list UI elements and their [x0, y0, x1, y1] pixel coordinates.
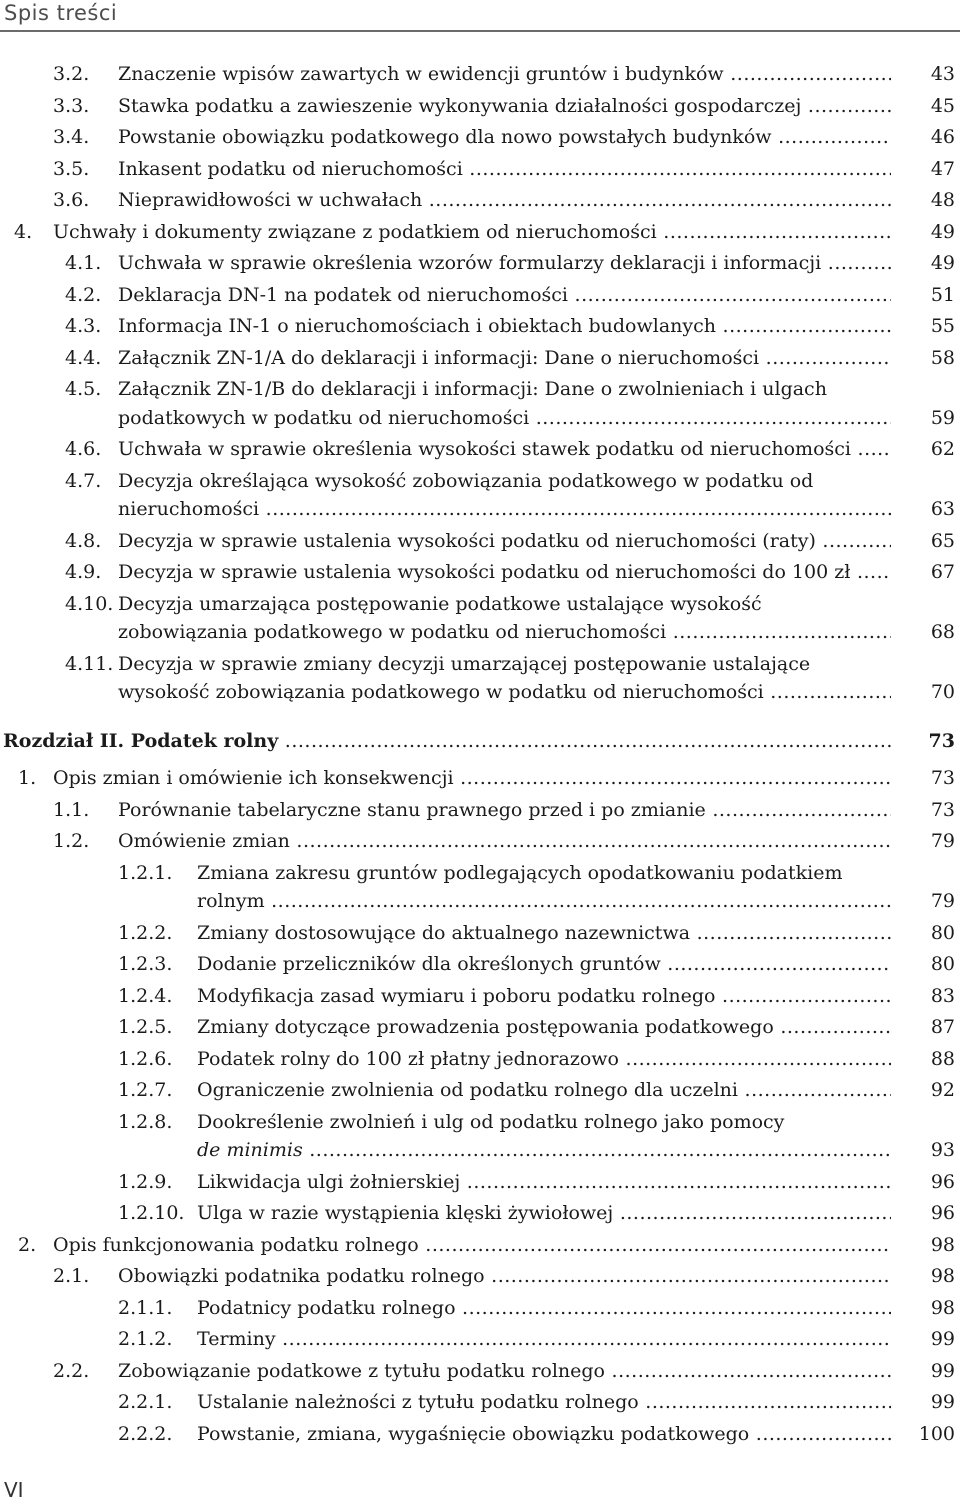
toc-entry-title — [118, 527, 891, 556]
toc-entry-page: 98 — [930, 1233, 955, 1256]
toc-entry-number: 1.2.6. — [118, 1047, 173, 1070]
toc-entry-number: 2.1.1. — [118, 1296, 173, 1319]
toc-entry-title-text: Decyzja umarzająca postępowanie podatkowe ustalające wysokość — [118, 592, 762, 615]
toc-entry-title-line — [118, 467, 891, 496]
toc-entry-title-text: Powstanie, zmiana, wygaśnięcie obowiązku podatkowego — [197, 1422, 750, 1445]
toc-entry-number: 4.1. — [65, 252, 102, 274]
toc-entry-title — [53, 218, 891, 247]
toc-entry-title — [53, 764, 891, 793]
toc-entry-title-text: Likwidacja ulgi żołnierskiej — [197, 1170, 461, 1193]
toc-entry-title-line — [53, 1231, 891, 1260]
page-header-title: Spis treści — [4, 1, 118, 25]
toc-entry-title-text: Podatek rolny do 100 zł płatny jednorazowo — [197, 1047, 619, 1070]
toc-entry-title-text: Załącznik ZN-1/A do deklaracji i informacji: Dane o nieruchomości — [118, 346, 760, 369]
toc-entry-title-text: Stawka podatku a zawieszenie wykonywania działalności gospodarczej — [118, 94, 802, 117]
toc-entry-page: 59 — [930, 406, 955, 429]
toc-entry-title-line — [118, 249, 891, 278]
toc-entry-page: 96 — [930, 1170, 955, 1193]
toc-entry-page: 92 — [930, 1079, 955, 1101]
table-of-contents — [0, 60, 960, 1448]
toc-entry-title-line: Podatek rolny — [130, 729, 279, 752]
toc-entry[interactable] — [0, 950, 960, 979]
toc-entry-title-line — [118, 123, 891, 152]
toc-entry-title-line — [118, 92, 891, 121]
toc-entry-title-line — [118, 590, 891, 619]
toc-entry-page: 62 — [930, 438, 955, 460]
toc-entry-title-text: Decyzja w sprawie ustalenia wysokości podatku od nieruchomości do 100 zł — [118, 561, 851, 583]
toc-entry-title — [118, 249, 891, 278]
toc-entry-title-text: Uchwały i dokumenty związane z podatkiem od nieruchomości — [53, 220, 657, 243]
toc-entry-title — [118, 558, 891, 587]
toc-entry-title-text: de minimis — [197, 1139, 303, 1161]
toc-entry-title-line — [118, 527, 891, 556]
toc-entry-number: 2.2.1. — [118, 1391, 173, 1413]
toc-entry-page: 49 — [930, 220, 955, 243]
toc-entry-title-text: Porównanie tabelaryczne stanu prawnego przed i po zmianie — [118, 798, 706, 821]
toc-entry-title — [118, 650, 891, 707]
toc-entry-title-text: Decyzja określająca wysokość zobowiązania podatkowego w podatku od — [118, 469, 814, 492]
toc-entry-title — [118, 1357, 891, 1386]
toc-entry-title-text: wysokość zobowiązania podatkowego w podatku od nieruchomości — [118, 681, 764, 703]
toc-entry-page: 80 — [930, 921, 955, 944]
toc-entry-title-line — [118, 650, 891, 679]
toc-entry[interactable] — [0, 1076, 960, 1105]
toc-entry-title — [197, 1076, 891, 1105]
toc-entry-page: 48 — [930, 189, 955, 211]
toc-entry[interactable] — [0, 796, 960, 825]
toc-entry-title-line — [118, 312, 891, 341]
toc-entry-page: 73 — [930, 767, 955, 789]
toc-entry-number: 1.2. — [53, 830, 90, 852]
toc-entry-number: 3.2. — [53, 63, 90, 85]
toc-entry-number: 4.3. — [65, 315, 102, 337]
toc-entry-title — [197, 950, 891, 979]
toc-entry-title-line — [118, 344, 891, 373]
toc-entry-title-text: Opis zmian i omówienie ich konsekwencji — [53, 767, 454, 789]
toc-entry-title-line — [118, 678, 891, 707]
toc-entry-number: 3.4. — [53, 126, 90, 148]
toc-entry-title — [118, 186, 891, 215]
toc-entry-page: 70 — [930, 681, 955, 703]
toc-entry-title-line — [118, 495, 891, 524]
toc-entry-title-text: Znaczenie wpisów zawartych w ewidencji gruntów i budynków — [118, 63, 724, 85]
toc-entry[interactable] — [0, 218, 960, 247]
toc-entry[interactable] — [0, 1013, 960, 1042]
toc-entry[interactable] — [0, 467, 960, 524]
toc-entry-page: 68 — [930, 621, 955, 643]
toc-entry[interactable] — [0, 312, 960, 341]
toc-entry[interactable] — [0, 1262, 960, 1291]
toc-entry-title-line — [197, 887, 891, 916]
toc-entry-number: 4.4. — [65, 346, 102, 369]
toc-entry-title-text: Uchwała w sprawie określenia wysokości stawek podatku od nieruchomości — [118, 438, 851, 460]
toc-entry-page: 99 — [930, 1391, 955, 1413]
toc-entry[interactable] — [0, 1199, 960, 1228]
toc-entry-title-text: Uchwała w sprawie określenia wzorów formularzy deklaracji i informacji — [118, 252, 822, 274]
toc-entry-page: 99 — [930, 1359, 955, 1382]
toc-entry[interactable] — [0, 1231, 960, 1260]
toc-entry-title-line — [197, 1108, 891, 1137]
toc-entry-page: 79 — [930, 890, 955, 912]
toc-entry-number: 1.2.7. — [118, 1079, 173, 1101]
toc-entry-title-text: Ustalanie należności z tytułu podatku rolnego — [197, 1391, 639, 1413]
toc-entry-title — [118, 590, 891, 647]
toc-entry-title-text: Dookreślenie zwolnień i ulg od podatku rolnego jako pomocy — [197, 1110, 785, 1133]
toc-entry[interactable] — [0, 281, 960, 310]
page-number: VI — [4, 1478, 24, 1502]
toc-entry-page: 55 — [930, 315, 955, 337]
toc-entry[interactable] — [0, 1045, 960, 1074]
toc-entry-number: 1.2.2. — [118, 921, 173, 944]
toc-entry-title-line — [197, 1199, 891, 1228]
toc-entry-title-line — [197, 1325, 891, 1354]
toc-entry-number: 1.2.8. — [118, 1110, 173, 1133]
toc-entry-number: 1.2.5. — [118, 1016, 173, 1038]
toc-entry-title-text: podatkowych w podatku od nieruchomości — [118, 406, 530, 429]
toc-entry-title — [197, 1168, 891, 1197]
toc-entry-page: 87 — [930, 1016, 955, 1038]
toc-entry-title-line — [118, 796, 891, 825]
toc-entry-title-text: Informacja IN-1 o nieruchomościach i obiektach budowlanych — [118, 315, 717, 337]
toc-entry-title-line — [197, 1013, 891, 1042]
toc-entry-title — [197, 1199, 891, 1228]
toc-entry-page: 45 — [930, 94, 955, 117]
toc-entry-page: 93 — [930, 1139, 955, 1161]
toc-entry-number: 4.10. — [65, 592, 114, 615]
toc-entry-number: 2. — [18, 1233, 37, 1256]
toc-entry[interactable] — [0, 1168, 960, 1197]
toc-entry[interactable] — [0, 727, 960, 756]
toc-entry-title-text: Zmiany dotyczące prowadzenia postępowania podatkowego — [197, 1016, 774, 1038]
toc-entry-title-text: Decyzja w sprawie zmiany decyzji umarzającej postępowanie ustalające — [118, 652, 811, 675]
toc-entry-title-text: Zobowiązanie podatkowe z tytułu podatku rolnego — [118, 1359, 605, 1382]
toc-entry-title-line — [197, 982, 891, 1011]
toc-entry-number: 2.2. — [53, 1359, 90, 1382]
toc-entry-number: 3.5. — [53, 157, 90, 180]
toc-entry-number: 2.1. — [53, 1265, 90, 1287]
toc-entry-title — [3, 727, 891, 756]
toc-entry-title-line — [197, 1045, 891, 1074]
toc-entry-title-text: Ulga w razie wystąpienia klęski żywiołowej — [197, 1202, 614, 1224]
toc-entry-title — [118, 796, 891, 825]
toc-entry-page: 88 — [930, 1047, 955, 1070]
toc-entry[interactable] — [0, 1357, 960, 1386]
toc-entry[interactable] — [0, 123, 960, 152]
toc-entry-number: 4.8. — [65, 529, 102, 552]
toc-entry[interactable] — [0, 435, 960, 464]
toc-entry-number: 1.2.10. — [118, 1202, 185, 1224]
toc-entry-title — [197, 1420, 891, 1449]
toc-entry-title — [197, 1013, 891, 1042]
toc-entry-title-text: Deklaracja DN-1 na podatek od nieruchomości — [118, 283, 568, 306]
toc-entry[interactable] — [0, 590, 960, 647]
toc-entry-page: 73 — [930, 798, 955, 821]
toc-entry-title-text: zobowiązania podatkowego w podatku od nieruchomości — [118, 621, 667, 643]
toc-entry-page: 47 — [930, 157, 955, 180]
toc-entry-title-line — [118, 1262, 891, 1291]
toc-entry-title-text: Dodanie przeliczników dla określonych gruntów — [197, 953, 661, 975]
toc-entry-page: 98 — [930, 1296, 955, 1319]
toc-entry-title-line — [118, 1357, 891, 1386]
toc-entry-title — [118, 92, 891, 121]
toc-entry[interactable] — [0, 344, 960, 373]
toc-entry-title-text: Ograniczenie zwolnienia od podatku rolnego dla uczelni — [197, 1079, 738, 1101]
toc-entry-number: 1. — [18, 767, 37, 789]
toc-entry-title-text: Inkasent podatku od nieruchomości — [118, 157, 463, 180]
toc-entry-page: 51 — [930, 283, 955, 306]
toc-entry-number: 4.9. — [65, 561, 102, 583]
toc-entry-page: 100 — [918, 1422, 955, 1445]
toc-entry[interactable] — [0, 982, 960, 1011]
toc-entry-page: 67 — [930, 561, 955, 583]
toc-entry-page: 46 — [930, 126, 955, 148]
toc-entry-title-line — [197, 950, 891, 979]
toc-entry-page: 73 — [928, 729, 955, 752]
toc-entry[interactable] — [0, 1108, 960, 1165]
toc-entry-number: Rozdział II. — [3, 729, 125, 752]
toc-entry-page: 79 — [930, 830, 955, 852]
toc-entry[interactable] — [0, 527, 960, 556]
toc-entry-title — [118, 281, 891, 310]
toc-entry-title-line — [197, 1168, 891, 1197]
toc-entry-page: 83 — [930, 984, 955, 1007]
toc-entry[interactable] — [0, 764, 960, 793]
toc-entry-title-line — [118, 155, 891, 184]
toc-entry-title-text: Zmiana zakresu gruntów podlegających opodatkowaniu podatkiem — [197, 861, 843, 884]
toc-entry-page: 99 — [930, 1328, 955, 1350]
toc-entry-title-text: rolnym — [197, 890, 265, 912]
toc-entry[interactable] — [0, 558, 960, 587]
toc-entry[interactable] — [0, 1388, 960, 1417]
toc-entry-title — [118, 344, 891, 373]
toc-entry-title-line — [197, 1420, 891, 1449]
toc-entry[interactable] — [0, 375, 960, 432]
toc-entry-title-line — [53, 218, 891, 247]
toc-entry[interactable] — [0, 1294, 960, 1323]
toc-entry-title — [197, 1045, 891, 1074]
toc-entry-title — [118, 375, 891, 432]
toc-entry-title-text: Opis funkcjonowania podatku rolnego — [53, 1233, 419, 1256]
toc-entry-number: 4.5. — [65, 378, 102, 400]
toc-entry-page: 98 — [930, 1265, 955, 1287]
toc-entry-title — [118, 60, 891, 89]
toc-entry-title-text: Omówienie zmian — [118, 830, 290, 852]
toc-entry-title-line — [118, 404, 891, 433]
toc-entry-title — [118, 827, 891, 856]
toc-entry-number: 4.7. — [65, 469, 102, 492]
toc-entry-title-line — [118, 186, 891, 215]
toc-entry-title-text: Podatnicy podatku rolnego — [197, 1296, 456, 1319]
toc-entry-title-line — [118, 60, 891, 89]
toc-entry-title-text: Terminy — [197, 1328, 276, 1350]
toc-entry-page: 65 — [930, 529, 955, 552]
toc-entry[interactable] — [0, 1420, 960, 1449]
toc-entry-number: 2.2.2. — [118, 1422, 173, 1445]
toc-entry-title-line — [197, 919, 891, 948]
toc-entry-title — [197, 1108, 891, 1165]
toc-entry-page: 63 — [930, 498, 955, 520]
toc-entry-title-line — [118, 375, 891, 404]
toc-entry-title-text: Decyzja w sprawie ustalenia wysokości podatku od nieruchomości (raty) — [118, 529, 816, 552]
toc-entry-number: 4. — [14, 220, 33, 243]
toc-entry[interactable] — [0, 650, 960, 707]
toc-entry-number: 4.2. — [65, 283, 102, 306]
toc-entry-number: 3.6. — [53, 189, 90, 211]
toc-entry-title-text: Powstanie obowiązku podatkowego dla nowo powstałych budynków — [118, 126, 772, 148]
toc-entry-title-line — [197, 1388, 891, 1417]
toc-entry-title-text: Modyfikacja zasad wymiaru i poboru podatku rolnego — [197, 984, 716, 1007]
toc-entry-title-line — [197, 859, 891, 888]
toc-entry-title-text: Zmiany dostosowujące do aktualnego nazewnictwa — [197, 921, 691, 944]
toc-entry-title-text: Załącznik ZN-1/B do deklaracji i informacji: Dane o zwolnieniach i ulgach — [118, 378, 827, 400]
toc-entry-title — [197, 1388, 891, 1417]
header-divider — [0, 30, 960, 32]
toc-entry-title-text: Nieprawidłowości w uchwałach — [118, 189, 423, 211]
toc-entry-page: 96 — [930, 1202, 955, 1224]
toc-entry-title-line — [118, 558, 891, 587]
toc-entry-title — [118, 435, 891, 464]
toc-entry-page: 43 — [930, 63, 955, 85]
toc-entry-title — [118, 1262, 891, 1291]
toc-entry-page: 58 — [930, 346, 955, 369]
toc-entry-number: 1.1. — [53, 798, 90, 821]
toc-entry-title-line — [53, 764, 891, 793]
toc-entry[interactable] — [0, 859, 960, 916]
toc-entry-number: 4.6. — [65, 438, 102, 460]
toc-entry-page: 49 — [930, 252, 955, 274]
toc-entry[interactable] — [0, 186, 960, 215]
toc-entry-number: 1.2.3. — [118, 953, 173, 975]
toc-entry-number: 1.2.4. — [118, 984, 173, 1007]
toc-entry-number: 1.2.9. — [118, 1170, 173, 1193]
toc-entry-number: 1.2.1. — [118, 861, 173, 884]
toc-entry-title — [118, 312, 891, 341]
toc-entry[interactable] — [0, 92, 960, 121]
toc-entry-title-line — [118, 827, 891, 856]
toc-entry[interactable] — [0, 827, 960, 856]
toc-entry-title — [118, 467, 891, 524]
toc-entry-title-line — [197, 1076, 891, 1105]
toc-entry-title — [197, 859, 891, 916]
toc-entry-number: 3.3. — [53, 94, 90, 117]
toc-entry-title-line — [118, 618, 891, 647]
toc-entry-title — [118, 155, 891, 184]
toc-entry-title — [197, 1294, 891, 1323]
toc-entry[interactable] — [0, 60, 960, 89]
toc-entry-number: 4.11. — [65, 652, 114, 675]
toc-entry-title — [197, 1325, 891, 1354]
toc-entry-number: 2.1.2. — [118, 1328, 173, 1350]
toc-entry[interactable] — [0, 1325, 960, 1354]
toc-entry-title-line — [197, 1136, 891, 1165]
toc-entry-title — [197, 982, 891, 1011]
toc-entry-title — [53, 1231, 891, 1260]
toc-entry-page: 80 — [930, 953, 955, 975]
toc-entry-title-line — [118, 435, 891, 464]
toc-entry-title-line — [118, 281, 891, 310]
toc-entry-title-text: Obowiązki podatnika podatku rolnego — [118, 1265, 485, 1287]
toc-entry[interactable] — [0, 155, 960, 184]
toc-entry-title — [118, 123, 891, 152]
toc-entry-title — [197, 919, 891, 948]
toc-entry[interactable] — [0, 249, 960, 278]
toc-entry-title-text: nieruchomości — [118, 498, 260, 520]
toc-entry-title-line — [197, 1294, 891, 1323]
toc-entry[interactable] — [0, 919, 960, 948]
